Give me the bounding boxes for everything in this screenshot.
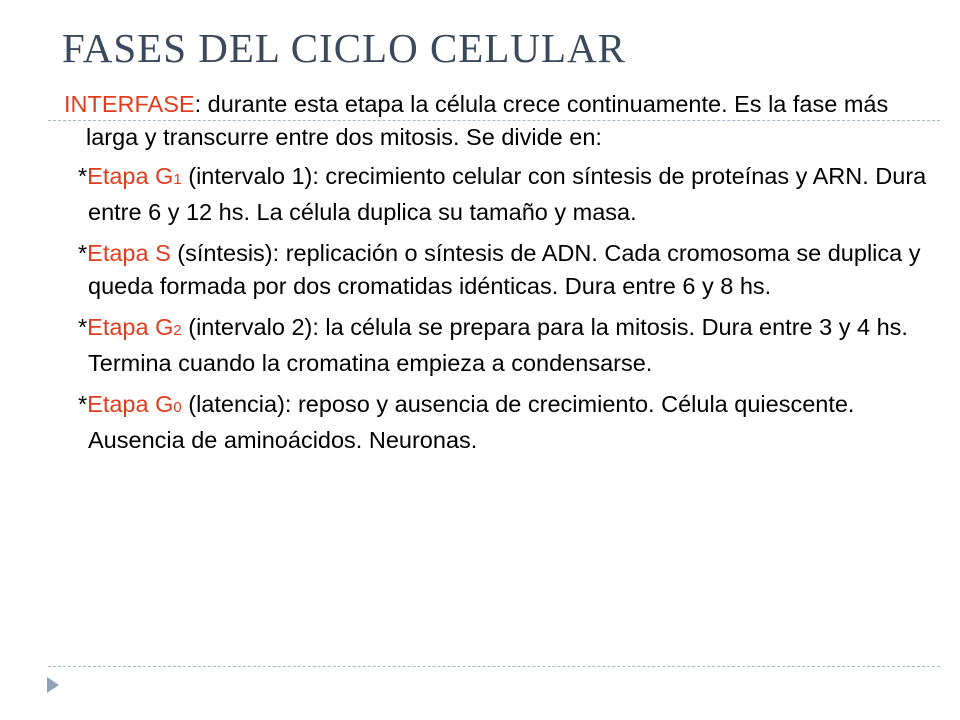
interfase-term: INTERFASE [64,91,195,117]
stage-g2-text: (intervalo 2): la célula se prepara para la mitosis. Dura entre 3 y 4 hs. Termina cuando la cromatina empieza a condensarse. [88,314,908,376]
stage-g1-star: * [78,163,88,189]
stage-g2-label-text: Etapa G [87,314,174,340]
stage-g1-text: (intervalo 1): crecimiento celular con síntesis de proteínas y ARN. Dura entre 6 y 12 hs. La célula duplica su tamaño y masa. [88,163,927,225]
stage-s-star: * [78,240,88,266]
stage-g0-sub: 0 [173,399,182,416]
stage-g0-label [87,391,182,417]
stage-g2-star: * [78,314,88,340]
stage-g2-paragraph [64,311,944,380]
stage-g0-text: (latencia): reposo y ausencia de crecimiento. Célula quiescente. Ausencia de aminoácidos. Neuronas. [88,391,855,453]
stage-g1-label [87,163,182,189]
stage-g2-sub: 2 [173,322,182,339]
stage-s-text: (síntesis): replicación o síntesis de ADN. Cada cromosoma se duplica y queda formada por dos cromatidas idénticas. Dura entre 6 y 8 hs. [88,240,921,299]
slide-body [64,88,944,465]
stage-g0-star: * [78,391,88,417]
interfase-text: durante esta etapa la célula crece continuamente. Es la fase más larga y transcurre entre dos mitosis. Se divide en: [86,91,889,150]
slide-title: FASES DEL CICLO CELULAR [62,25,626,71]
bottom-divider [48,666,940,667]
stage-g1-label-text: Etapa G [87,163,174,189]
interfase-separator: : [194,91,202,117]
interfase-paragraph [64,88,944,154]
stage-g1-paragraph [64,160,944,229]
stage-g0-label-text: Etapa G [87,391,174,417]
stage-s-label: Etapa S [87,240,171,266]
stage-s-paragraph [64,237,944,303]
stage-g1-sub: 1 [173,171,182,188]
stage-g0-paragraph [64,388,944,457]
stage-g2-label [87,314,182,340]
triangle-bullet-icon [47,677,59,693]
